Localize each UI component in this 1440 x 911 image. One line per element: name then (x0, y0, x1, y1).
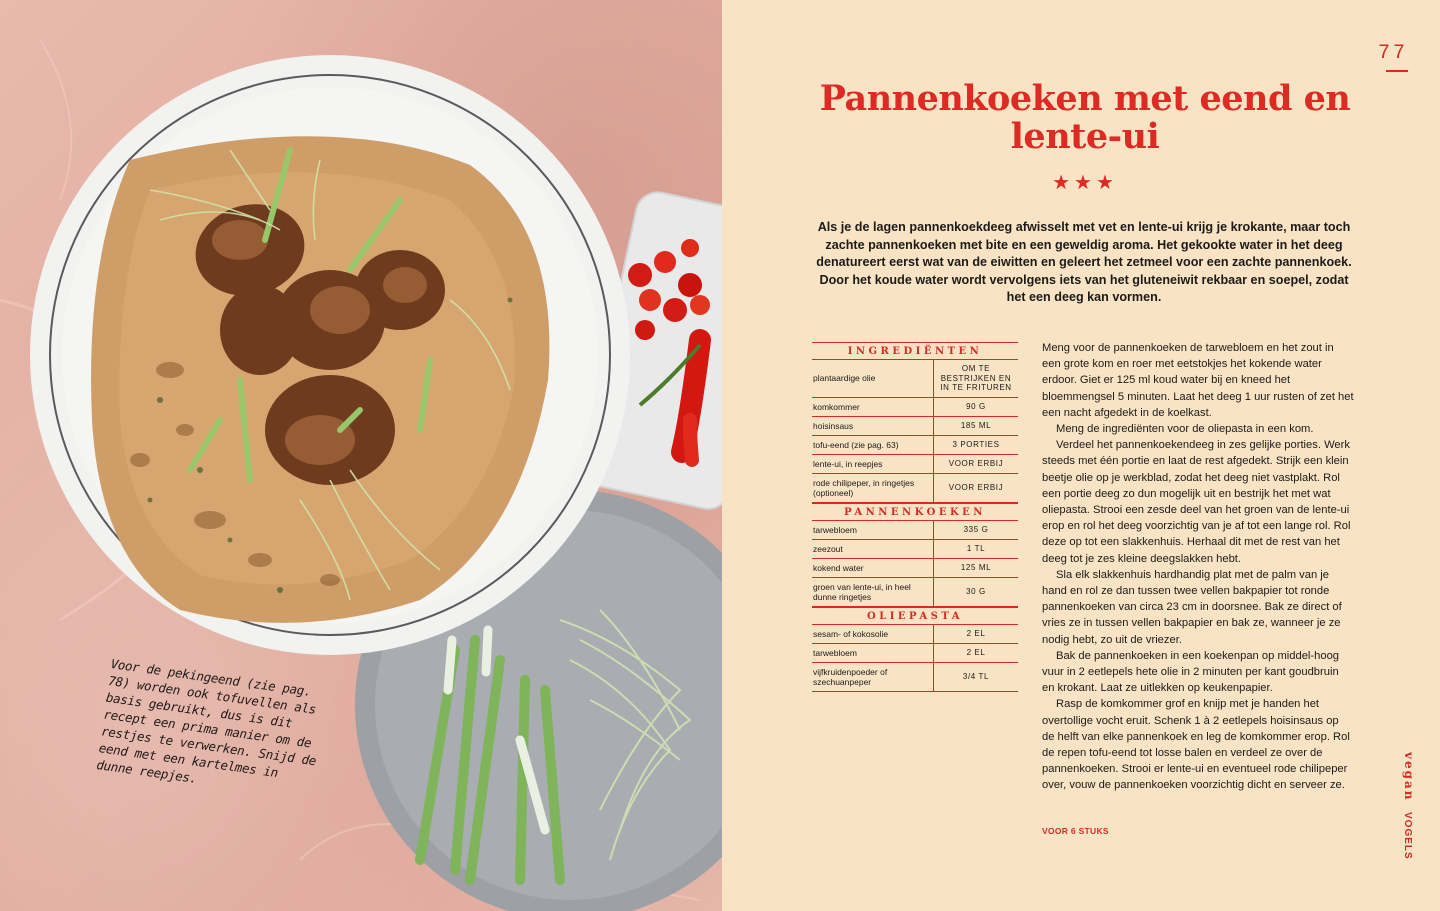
page-number-underline (1386, 70, 1408, 72)
ingredient-name: groen van lente-ui, in heel dunne ringetjes (813, 581, 911, 602)
ingredient-name: tarwebloem (813, 524, 857, 535)
ingredient-quantity: 30 G (933, 578, 1018, 606)
ingredient-quantity: 90 G (933, 398, 1018, 416)
section-tab (1402, 752, 1416, 872)
ingredient-quantity: 3 PORTIES (933, 436, 1018, 454)
difficulty-stars: ★★★ (1052, 170, 1118, 194)
method-step: Sla elk slakkenhuis hardhandig plat met de palm van je hand en rol ze dan tussen twee vellen bakpapier tot ronde pannenkoeken van circa 23 cm in doorsnee. Bak ze direct of vries ze in tussen vellen bakpapier en bak ze, wanneer je ze nodig hebt, zo uit de vriezer. (1042, 568, 1342, 646)
handwritten-caption: Voor de pekingeend (zie pag. 78) worden ook tofuvellen als basis gebruikt, dus is dit recept een prima manier om de restjes te verwerken. Snijd de eend met een kartelmes in dunne reepjes. (95, 655, 318, 786)
page-number: 77 (1377, 42, 1408, 65)
ingredient-quantity: 185 ML (933, 417, 1018, 435)
ingredient-row (812, 455, 1018, 474)
ingredient-name: hoisinsaus (813, 420, 854, 431)
ingredient-row (812, 474, 1018, 503)
ingredient-name: kokend water (813, 562, 864, 573)
ingredient-row (812, 559, 1018, 578)
section-tab-vogels: VOGELS (1402, 812, 1413, 860)
ingredient-row (812, 398, 1018, 417)
ingredient-name: tarwebloem (813, 647, 857, 658)
ingredient-quantity: OM TE BESTRIJKEN EN IN TE FRITUREN (933, 360, 1018, 397)
serves-label: VOOR 6 STUKS (1042, 826, 1109, 836)
ingredient-quantity: 1 TL (933, 540, 1018, 558)
ingredient-row (812, 540, 1018, 559)
recipe-page (722, 0, 1440, 911)
method-text (1042, 340, 1354, 794)
ingredient-quantity: 125 ML (933, 559, 1018, 577)
ingredient-row (812, 578, 1018, 607)
ingredient-row (812, 625, 1018, 644)
ingredient-quantity: 3/4 TL (933, 663, 1018, 691)
ingredient-name: komkommer (813, 401, 860, 412)
ingredient-row (812, 417, 1018, 436)
section-tab-vegan: vegan (1402, 752, 1416, 802)
method-step: Rasp de komkommer grof en knijp met je handen het overtollige vocht eruit. Schenk 1 à 2 eetlepels hoisinsaus op de helft van elke pannenkoek en leg de komkommer erop. Rol de repen tofu-eend tot losse balen en verdeel ze over de pannenkoeken. Strooi er lente-ui en eventueel rode chilipeper over, vouw de pannenkoeken voorzichtig dicht en serveer ze. (1042, 698, 1350, 792)
method-step: Meng de ingrediënten voor de oliepasta in een kom. (1056, 423, 1314, 436)
ingredient-row (812, 436, 1018, 455)
ingredient-quantity: 335 G (933, 521, 1018, 539)
method-step: Meng voor de pannenkoeken de tarwebloem en het zout in een grote kom en roer met eetstokjes het kokende water erdoor. Giet er 125 ml koud water bij en kneed het bloemmengsel 5 minuten. Laat het deeg 1 uur rusten of zet het een nacht afgedekt in de koelkast. (1042, 342, 1354, 419)
ingredient-quantity: 2 EL (933, 644, 1018, 662)
ingredient-name: lente-ui, in reepjes (813, 458, 883, 469)
main-plate (30, 55, 630, 655)
ingredient-name: tofu-eend (zie pag. 63) (813, 439, 899, 450)
ingredient-name: sesam- of kokosolie (813, 628, 889, 639)
method-step: Bak de pannenkoeken in een koekenpan op middel-hoog vuur in 2 eetlepels hete olie in 2 minuten per kant goudbruin en krokant. Laat ze uitlekken op keukenpapier. (1042, 649, 1340, 695)
recipe-intro: Als je de lagen pannenkoekdeeg afwisselt met vet en lente-ui krijg je krokante, maar toch zachte pannenkoeken met bite en een geweldig aroma. Het gekookte water in het deeg denatureert eerst wat van de eiwitten en geleert het zetmeel voor een zachte pannenkoek. Door het koude water wordt vervolgens iets van het gluteneiwit rekbaar en soepel, zodat het een deeg kan vormen. (816, 220, 1352, 304)
ingredient-row (812, 360, 1018, 398)
ingredient-quantity: VOOR ERBIJ (933, 474, 1018, 502)
recipe-title: Pannenkoeken met eend en lente-ui (819, 78, 1351, 157)
method-step: Verdeel het pannenkoekendeeg in zes gelijke porties. Werk steeds met één portie en laat de rest afgedekt. Strijk een klein beetje olie op je werkblad, zodat het deeg niet vastplakt. Rol een portie deeg zo dun mogelijk uit en bestrijk het met wat oliepasta. Strooi een zesde deel van het groen van de lente-ui erop en rol het deeg voorzichtig van je af tot een lange rol. Rol deze op tot een slakkenhuis. Herhaal dit met de rest van het deeg tot je zes kleine deegslakken hebt. (1042, 439, 1351, 565)
ingredient-quantity: 2 EL (933, 625, 1018, 643)
ingredient-row (812, 521, 1018, 540)
ingredient-row (812, 644, 1018, 663)
ingredient-quantity: VOOR ERBIJ (933, 455, 1018, 473)
ingredient-name: zeezout (813, 543, 843, 554)
ingredient-name: plantaardige olie (813, 373, 876, 384)
ingredient-section-heading: OLIEPASTA (812, 607, 1018, 625)
ingredient-row (812, 663, 1018, 692)
ingredient-section-heading: PANNENKOEKEN (812, 503, 1018, 521)
ingredient-name: vijfkruidenpoeder of szechuanpeper (813, 666, 888, 687)
ingredient-section-heading: INGREDIËNTEN (812, 342, 1018, 360)
ingredient-name: rode chilipeper, in ringetjes (optioneel) (813, 477, 915, 498)
ingredients-table (812, 342, 1018, 692)
